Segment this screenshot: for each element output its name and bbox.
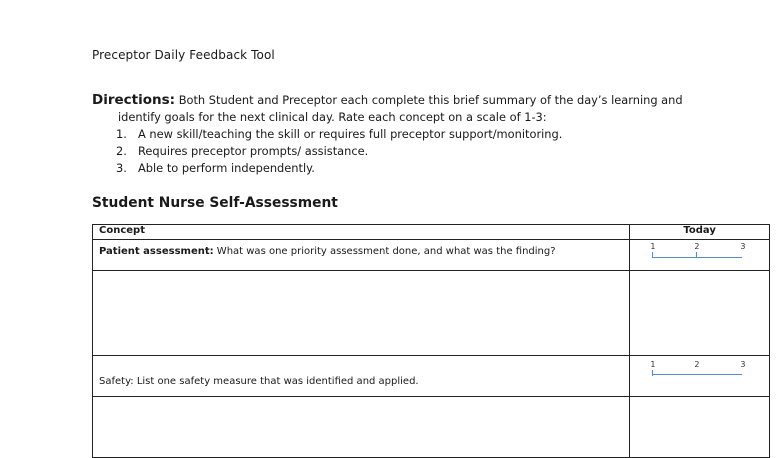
page-title: Preceptor Daily Feedback Tool — [92, 48, 275, 62]
directions-block — [92, 92, 692, 177]
scale-item-text: A new skill/teaching the skill or requires full preceptor support/monitoring. — [138, 127, 563, 141]
concept-cell — [93, 240, 630, 271]
table-header-row — [93, 225, 770, 240]
scale-label-3: 3 — [740, 360, 746, 369]
scale-label-2: 2 — [694, 242, 700, 251]
scale-item-number: 1. — [116, 127, 127, 141]
directions-label: Directions: — [92, 92, 176, 108]
scale-item-text: Requires preceptor prompts/ assistance. — [138, 144, 369, 158]
scale-line — [652, 374, 742, 375]
rating-cell[interactable] — [630, 240, 770, 271]
scale-item-text: Able to perform independently. — [138, 161, 315, 175]
directions-line-1: Both Student and Preceptor each complete this brief summary of the day’s learning and — [178, 93, 683, 107]
concept-question: What was one priority assessment done, and what was the finding? — [213, 246, 556, 257]
directions-line-2: identify goals for the next clinical day. Rate each concept on a scale of 1-3: — [118, 110, 547, 124]
rating-scale[interactable] — [630, 240, 769, 270]
scale-item-number: 3. — [116, 161, 127, 175]
answer-rating-cell[interactable] — [630, 271, 770, 356]
table-row — [93, 240, 770, 271]
scale-label-1: 1 — [650, 242, 656, 251]
rating-scale[interactable] — [630, 356, 769, 386]
scale-item-number: 2. — [116, 144, 127, 158]
concept-question: List one safety measure that was identified and applied. — [133, 376, 419, 387]
answer-rating-cell[interactable] — [630, 397, 770, 458]
concept-label: Safety: — [99, 376, 134, 387]
concept-label: Patient assessment: — [99, 246, 214, 257]
scale-item — [92, 160, 692, 177]
table-row — [93, 397, 770, 458]
scale-line — [652, 257, 742, 258]
scale-tick — [652, 370, 653, 376]
scale-label-3: 3 — [740, 242, 746, 251]
concept-header: Concept — [93, 225, 630, 240]
answer-cell[interactable] — [93, 397, 630, 458]
scale-label-1: 1 — [650, 360, 656, 369]
scale-item — [92, 143, 692, 160]
assessment-table — [92, 224, 770, 458]
rating-cell[interactable] — [630, 356, 770, 397]
table-row — [93, 356, 770, 397]
answer-cell[interactable] — [93, 271, 630, 356]
today-header: Today — [630, 225, 770, 240]
scale-label-2: 2 — [694, 360, 700, 369]
table-row — [93, 271, 770, 356]
concept-cell — [93, 356, 630, 397]
scale-list — [92, 126, 692, 177]
scale-item — [92, 126, 692, 143]
section-heading: Student Nurse Self-Assessment — [92, 195, 338, 211]
